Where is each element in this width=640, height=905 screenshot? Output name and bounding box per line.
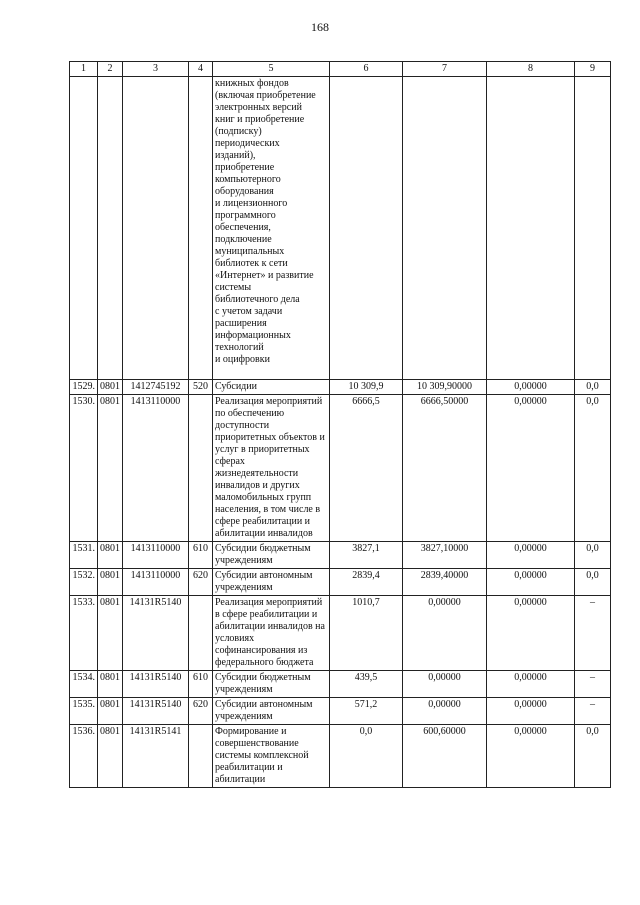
continuation-line: с учетом задачи bbox=[215, 306, 283, 317]
cell-code: 1413110000 bbox=[123, 395, 189, 542]
cell-type: 610 bbox=[189, 671, 213, 698]
cell-type: 620 bbox=[189, 698, 213, 725]
table-row bbox=[70, 395, 611, 542]
cell-v7: 0,00000 bbox=[403, 698, 487, 725]
cell-name: Реализация мероприятий по обеспечению доступности приоритетных объектов и услуг в приоритетных сферах жизнедеятельности инвалидов и других маломобильных групп населения, в том числе в сфере реабилитации и абилитации инвалидов bbox=[213, 395, 330, 542]
cell-v7: 6666,50000 bbox=[403, 395, 487, 542]
cell-v8: 0,00000 bbox=[487, 671, 575, 698]
cell-name: Субсидии автономным учреждениям bbox=[213, 569, 330, 596]
cell-num: 1535. bbox=[70, 698, 98, 725]
continuation-line: расширения bbox=[215, 318, 267, 329]
cell-v9: – bbox=[575, 596, 611, 671]
continuation-line: (подписку) bbox=[215, 126, 262, 137]
cell-v9: 0,0 bbox=[575, 395, 611, 542]
cell-v6 bbox=[330, 77, 403, 380]
cell-v7 bbox=[403, 77, 487, 380]
cell-code: 14131R5141 bbox=[123, 725, 189, 788]
cell-code: 14131R5140 bbox=[123, 671, 189, 698]
col-header-8: 8 bbox=[487, 62, 575, 77]
continuation-line: оборудования bbox=[215, 186, 274, 197]
cell-v9: – bbox=[575, 671, 611, 698]
cell-v7: 3827,10000 bbox=[403, 542, 487, 569]
cell-section: 0801 bbox=[98, 671, 123, 698]
cell-name: Субсидии bbox=[213, 380, 330, 395]
cell-name: Субсидии автономным учреждениям bbox=[213, 698, 330, 725]
cell-v6: 439,5 bbox=[330, 671, 403, 698]
cell-v8: 0,00000 bbox=[487, 698, 575, 725]
continuation-line: информационных bbox=[215, 330, 291, 341]
col-header-9: 9 bbox=[575, 62, 611, 77]
continuation-row bbox=[70, 77, 611, 380]
cell-v7: 2839,40000 bbox=[403, 569, 487, 596]
col-header-1: 1 bbox=[70, 62, 98, 77]
cell-num bbox=[70, 77, 98, 380]
cell-v6: 10 309,9 bbox=[330, 380, 403, 395]
cell-type: 620 bbox=[189, 569, 213, 596]
cell-v8: 0,00000 bbox=[487, 725, 575, 788]
continuation-line: книг и приобретение bbox=[215, 114, 305, 125]
cell-name: Субсидии бюджетным учреждениям bbox=[213, 671, 330, 698]
col-header-3: 3 bbox=[123, 62, 189, 77]
continuation-line: компьютерного bbox=[215, 174, 281, 185]
cell-v7: 0,00000 bbox=[403, 596, 487, 671]
cell-v6: 571,2 bbox=[330, 698, 403, 725]
cell-v7: 600,60000 bbox=[403, 725, 487, 788]
col-header-7: 7 bbox=[403, 62, 487, 77]
cell-num: 1534. bbox=[70, 671, 98, 698]
cell-v9: 0,0 bbox=[575, 542, 611, 569]
cell-v7: 10 309,90000 bbox=[403, 380, 487, 395]
cell-v6: 2839,4 bbox=[330, 569, 403, 596]
cell-section: 0801 bbox=[98, 569, 123, 596]
col-header-4: 4 bbox=[189, 62, 213, 77]
col-header-6: 6 bbox=[330, 62, 403, 77]
continuation-line: «Интернет» и развитие bbox=[215, 270, 314, 281]
cell-v9: 0,0 bbox=[575, 569, 611, 596]
cell-num: 1530. bbox=[70, 395, 98, 542]
cell-v6: 3827,1 bbox=[330, 542, 403, 569]
cell-name bbox=[213, 77, 330, 380]
cell-v6: 6666,5 bbox=[330, 395, 403, 542]
budget-table bbox=[69, 61, 611, 788]
cell-v8: 0,00000 bbox=[487, 596, 575, 671]
cell-section: 0801 bbox=[98, 725, 123, 788]
cell-num: 1533. bbox=[70, 596, 98, 671]
page-number: 168 bbox=[311, 20, 329, 34]
cell-v8: 0,00000 bbox=[487, 380, 575, 395]
cell-v8 bbox=[487, 77, 575, 380]
cell-type bbox=[189, 596, 213, 671]
continuation-line: подключение bbox=[215, 234, 272, 245]
cell-v6: 1010,7 bbox=[330, 596, 403, 671]
cell-num: 1536. bbox=[70, 725, 98, 788]
cell-v7: 0,00000 bbox=[403, 671, 487, 698]
cell-section: 0801 bbox=[98, 698, 123, 725]
cell-num: 1531. bbox=[70, 542, 98, 569]
cell-type bbox=[189, 725, 213, 788]
continuation-line: библиотечного дела bbox=[215, 294, 300, 305]
cell-section bbox=[98, 77, 123, 380]
continuation-line: обеспечения, bbox=[215, 222, 271, 233]
cell-code: 1413110000 bbox=[123, 542, 189, 569]
cell-type: 520 bbox=[189, 380, 213, 395]
cell-code: 14131R5140 bbox=[123, 698, 189, 725]
cell-section: 0801 bbox=[98, 380, 123, 395]
table-row bbox=[70, 542, 611, 569]
cell-v8: 0,00000 bbox=[487, 569, 575, 596]
cell-code: 1413110000 bbox=[123, 569, 189, 596]
cell-name: Формирование и совершенствование системы комплексной реабилитации и абилитации bbox=[213, 725, 330, 788]
table-row bbox=[70, 671, 611, 698]
cell-section: 0801 bbox=[98, 395, 123, 542]
cell-name: Субсидии бюджетным учреждениям bbox=[213, 542, 330, 569]
cell-code: 14131R5140 bbox=[123, 596, 189, 671]
cell-name: Реализация мероприятий в сфере реабилитации и абилитации инвалидов на условиях софинансирования из федерального бюджета bbox=[213, 596, 330, 671]
continuation-line: изданий), bbox=[215, 150, 256, 161]
col-header-5: 5 bbox=[213, 62, 330, 77]
continuation-line: (включая приобретение bbox=[215, 90, 316, 101]
table-row bbox=[70, 380, 611, 395]
continuation-line: и оцифровки bbox=[215, 354, 270, 365]
continuation-line: и лицензионного bbox=[215, 198, 288, 209]
cell-num: 1529. bbox=[70, 380, 98, 395]
continuation-line: книжных фондов bbox=[215, 78, 289, 89]
cell-section: 0801 bbox=[98, 596, 123, 671]
continuation-line: технологий bbox=[215, 342, 264, 353]
continuation-line: электронных версий bbox=[215, 102, 302, 113]
table-row bbox=[70, 725, 611, 788]
cell-type bbox=[189, 395, 213, 542]
cell-section: 0801 bbox=[98, 542, 123, 569]
continuation-line: библиотек к сети bbox=[215, 258, 288, 269]
table-row bbox=[70, 698, 611, 725]
continuation-line: периодических bbox=[215, 138, 280, 149]
cell-v8: 0,00000 bbox=[487, 395, 575, 542]
continuation-line: программного bbox=[215, 210, 276, 221]
cell-type: 610 bbox=[189, 542, 213, 569]
cell-v9: 0,0 bbox=[575, 725, 611, 788]
cell-code bbox=[123, 77, 189, 380]
table-row bbox=[70, 569, 611, 596]
col-header-2: 2 bbox=[98, 62, 123, 77]
continuation-line: приобретение bbox=[215, 162, 275, 173]
cell-v9: – bbox=[575, 698, 611, 725]
continuation-line: системы bbox=[215, 282, 252, 293]
table-row bbox=[70, 596, 611, 671]
cell-num: 1532. bbox=[70, 569, 98, 596]
cell-v8: 0,00000 bbox=[487, 542, 575, 569]
cell-v9 bbox=[575, 77, 611, 380]
cell-type bbox=[189, 77, 213, 380]
cell-v9: 0,0 bbox=[575, 380, 611, 395]
cell-code: 1412745192 bbox=[123, 380, 189, 395]
header-row bbox=[70, 62, 611, 77]
cell-v6: 0,0 bbox=[330, 725, 403, 788]
continuation-line: муниципальных bbox=[215, 246, 285, 257]
